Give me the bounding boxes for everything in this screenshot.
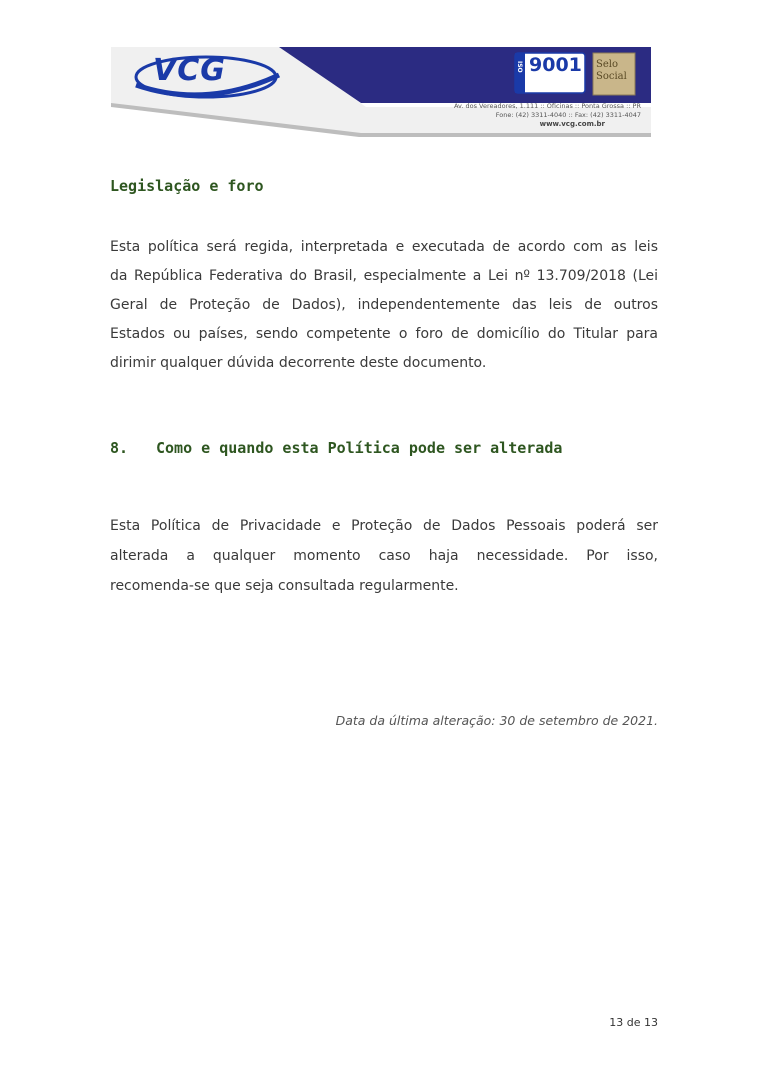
iso-number: 9001 [529,54,582,76]
paragraph-line: dirimir qualquer dúvida decorrente deste documento. [110,355,487,371]
policy-changes-paragraph [110,511,658,601]
paragraph-line: recomenda-se que seja consultada regularmente. [110,578,459,594]
page-number: 13 de 13 [609,1016,658,1029]
paragraph-line: Esta política será regida, interpretada e executada de acordo com as leis [110,239,658,255]
section-title: Como e quando esta Política pode ser alterada [156,439,563,457]
paragraph-line: Estados ou países, sendo competente o foro de domicílio do Titular para [110,326,658,342]
website-link[interactable]: www.vcg.com.br [539,120,605,128]
section-heading-policy-changes [110,439,562,457]
seal-text: Selo Social [596,59,627,82]
section-number: 8. [110,439,129,457]
paragraph-line: alterada a qualquer momento caso haja necessidade. Por isso, [110,548,658,564]
logo-text: VCG [153,53,226,88]
legislation-paragraph [110,233,658,378]
last-update-date: Data da última alteração: 30 de setembro de 2021. [335,713,658,728]
paragraph-line: Esta Política de Privacidade e Proteção de Dados Pessoais poderá ser [110,518,658,534]
section-heading-legislation: Legislação e foro [110,177,264,195]
letterhead-banner [111,47,651,137]
paragraph-line: da República Federativa do Brasil, especialmente a Lei nº 13.709/2018 (Lei [110,268,658,284]
address-line: Av. dos Vereadores, 1.111 :: Oficinas :: Ponta Grossa :: PR [453,102,641,110]
paragraph-line: Geral de Proteção de Dados), independentemente das leis de outros [110,297,658,313]
phone-line: Fone: (42) 3311-4040 :: Fax: (42) 3311-4047 [495,111,641,119]
iso-label: ISO [516,61,523,73]
